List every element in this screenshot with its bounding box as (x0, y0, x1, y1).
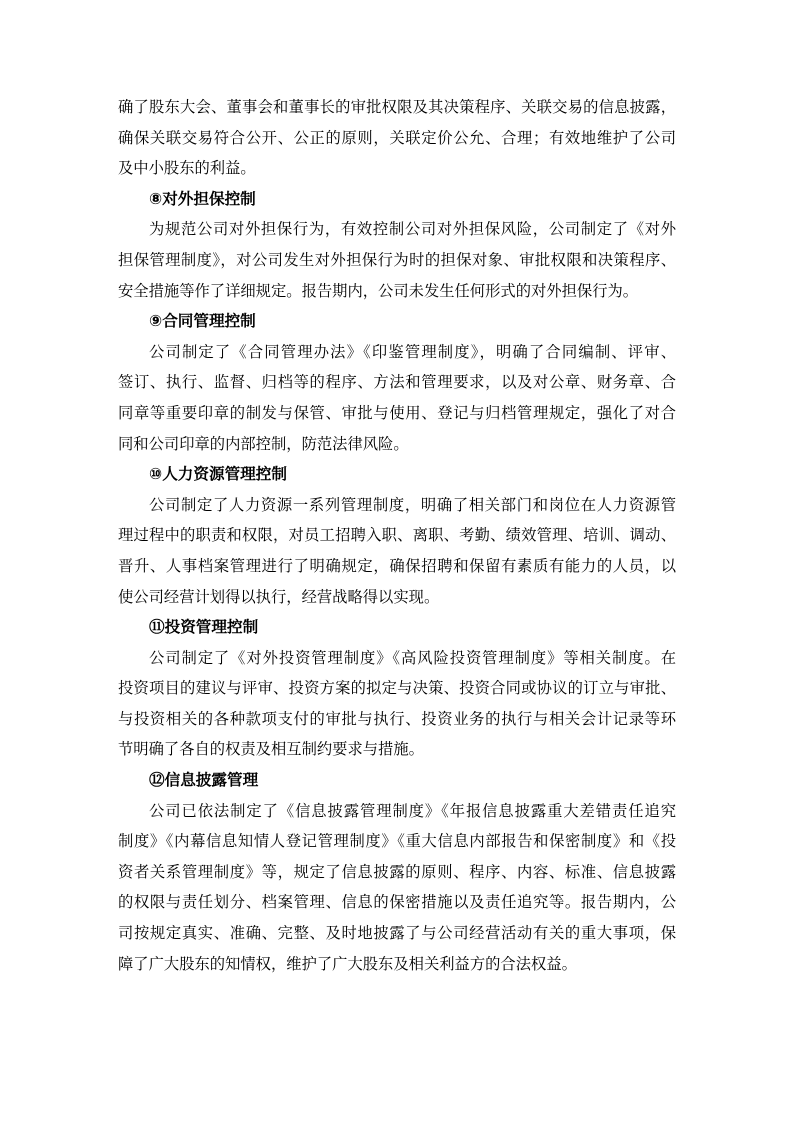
text-line: 及中小股东的利益。 (118, 160, 256, 178)
paragraph (118, 491, 676, 613)
text-line: 晋升、人事档案管理进行了明确规定，确保招聘和保留有素质有能力的人员，以 (118, 557, 676, 575)
text-line: 确了股东大会、董事会和董事长的审批权限及其决策程序、关联交易的信息披露， (118, 99, 676, 116)
text-line: 资者关系管理制度》等，规定了信息披露的原则、程序、内容、标准、信息披露 (118, 863, 676, 881)
paragraph (118, 93, 676, 185)
section-heading: ⑨合同管理控制 (149, 313, 256, 331)
page-content (118, 93, 676, 980)
text-line: 理过程中的职责和权限，对员工招聘入职、离职、考勤、绩效管理、培训、调动、 (118, 527, 676, 545)
text-line: 使公司经营计划得以执行，经营战略得以实现。 (118, 588, 440, 606)
text-line: 公司制定了《对外投资管理制度》《高风险投资管理制度》等相关制度。在 (149, 649, 676, 667)
text-line: 公司制定了人力资源一系列管理制度，明确了相关部门和岗位在人力资源管 (149, 496, 676, 514)
text-line: 公司制定了《合同管理办法》《印鉴管理制度》，明确了合同编制、评审、 (149, 343, 676, 361)
text-line: 同章等重要印章的制发与保管、审批与使用、登记与归档管理规定，强化了对合 (118, 404, 676, 422)
text-line: 担保管理制度》，对公司发生对外担保行为时的担保对象、审批权限和决策程序、 (118, 251, 676, 269)
paragraph (118, 644, 676, 766)
text-line: 同和公司印章的内部控制，防范法律风险。 (118, 435, 409, 453)
text-line: 障了广大股东的知情权，维护了广大股东及相关利益方的合法权益。 (118, 955, 577, 973)
text-line: 的权限与责任划分、档案管理、信息的保密措施以及责任追究等。报告期内，公 (118, 894, 676, 912)
section-heading: ⑩人力资源管理控制 (149, 466, 287, 484)
section-heading: ⑪投资管理控制 (149, 619, 259, 637)
section-heading: ⑫信息披露管理 (149, 772, 259, 790)
text-line: 签订、执行、监督、归档等的程序、方法和管理要求，以及对公章、财务章、合 (118, 374, 676, 392)
text-line: 制度》《内幕信息知情人登记管理制度》《重大信息内部报告和保密制度》和《投 (118, 833, 676, 851)
paragraph (118, 338, 676, 460)
text-line: 公司已依法制定了《信息披露管理制度》《年报信息披露重大差错责任追究 (149, 802, 676, 820)
paragraph (118, 215, 676, 307)
section-heading: ⑧对外担保控制 (149, 190, 256, 208)
text-line: 确保关联交易符合公开、公正的原则，关联定价公允、合理；有效地维护了公司 (118, 129, 676, 147)
text-line: 司按规定真实、准确、完整、及时地披露了与公司经营活动有关的重大事项，保 (118, 925, 676, 943)
text-line: 为规范公司对外担保行为，有效控制公司对外担保风险，公司制定了《对外 (149, 221, 676, 239)
paragraph (118, 797, 676, 981)
text-line: 安全措施等作了详细规定。报告期内，公司未发生任何形式的对外担保行为。 (118, 282, 639, 300)
text-line: 节明确了各自的权责及相互制约要求与措施。 (118, 741, 424, 759)
text-line: 与投资相关的各种款项支付的审批与执行、投资业务的执行与相关会计记录等环 (118, 710, 676, 728)
text-line: 投资项目的建议与评审、投资方案的拟定与决策、投资合同或协议的订立与审批、 (118, 680, 676, 698)
